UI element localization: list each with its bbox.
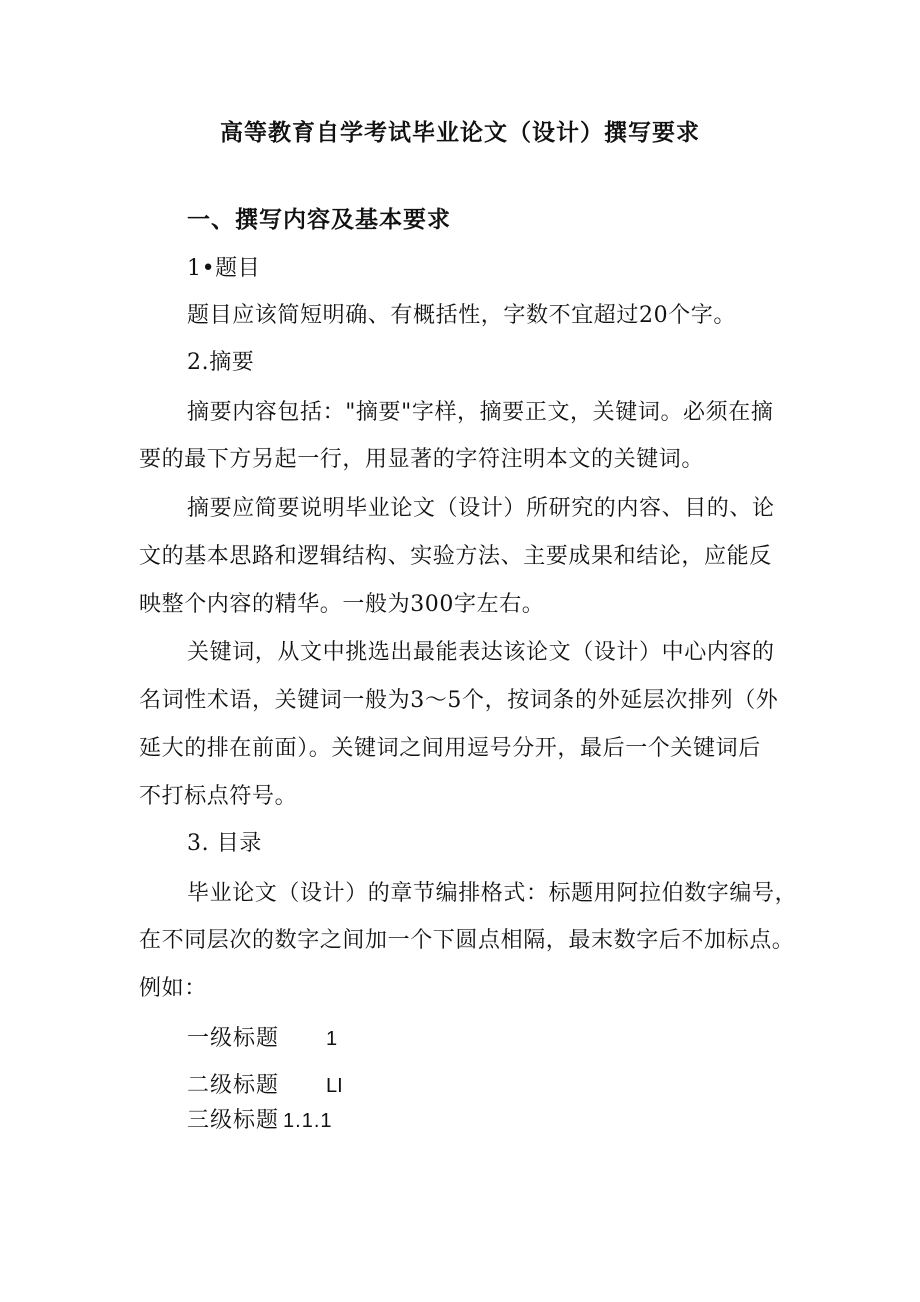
toc-example-level3-label: 三级标题 (187, 1108, 280, 1133)
toc-para-line3: 例如： (139, 976, 207, 1001)
abstract-para1-line1: 摘要内容包括："摘要"字样，摘要正文，关键词。必须在摘 (187, 400, 774, 425)
toc-example-level2-number: LI (326, 1075, 343, 1097)
abstract-para2-line1: 摘要应简要说明毕业论文（设计）所研究的内容、目的、论 (187, 496, 775, 521)
toc-example-level1-number: 1 (326, 1028, 338, 1050)
abstract-para1-line2: 要的最下方另起一行，用显著的字符注明本文的关键词。 (139, 447, 705, 472)
toc-example-level1-label: 一级标题 (187, 1026, 280, 1051)
subheading-toc: 3. 目录 (187, 831, 262, 856)
section-heading-1: 一、撰写内容及基本要求 (187, 206, 451, 233)
abstract-para2-line3: 映整个内容的精华。一般为300字左右。 (139, 592, 545, 617)
keywords-para-line2: 名词性术语，关键词一般为3〜5个，按词条的外延层次排列（外 (139, 688, 779, 713)
toc-example-level2-label: 二级标题 (187, 1073, 280, 1098)
toc-example-level3-number: 1.1.1 (283, 1110, 333, 1132)
keywords-para-line4: 不打标点符号。 (139, 784, 298, 809)
toc-para-line2: 在不同层次的数字之间加一个下圆点相隔，最末数字后不加标点。 (139, 928, 795, 953)
subheading-abstract: 2.摘要 (187, 350, 255, 375)
toc-example-level3 (187, 1105, 333, 1137)
toc-para-line1: 毕业论文（设计）的章节编排格式：标题用阿拉伯数字编号， (187, 881, 798, 906)
abstract-para2-line2: 文的基本思路和逻辑结构、实验方法、主要成果和结论，应能反 (139, 544, 772, 569)
subheading-title: 1•题目 (187, 256, 261, 281)
keywords-para-line3: 延大的排在前面）。关键词之间用逗号分开，最后一个关键词后 (139, 736, 761, 761)
document-title: 高等教育自学考试毕业论文（设计）撰写要求 (220, 119, 700, 146)
keywords-para-line1: 关键词，从文中挑选出最能表达该论文（设计）中心内容的 (187, 640, 775, 665)
title-requirement-line: 题目应该简短明确、有概括性，字数不宜超过20个字。 (187, 303, 736, 328)
